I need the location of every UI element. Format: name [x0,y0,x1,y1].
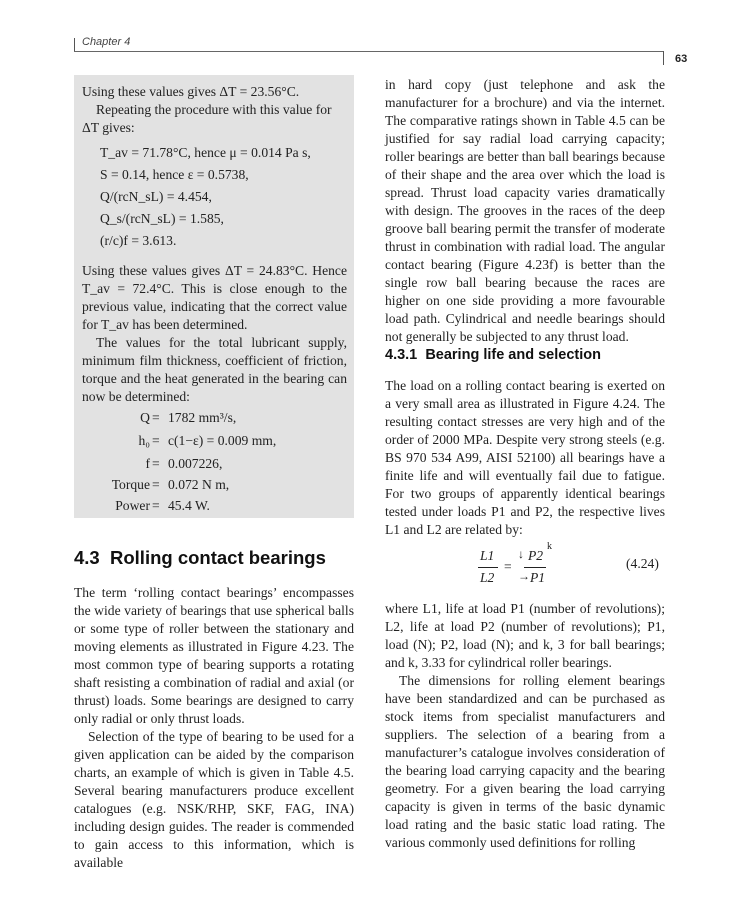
left-p1: The term ‘rolling contact bearings’ encompasses the wide variety of bearings that use spherical balls or some type of roller between the stationary and moving elements as illustrated in Figure 4.23. The most common type of bearing supports a rotating shaft resisting a combination of radial and axial (or thrust) loads. Some bearings are designed to carry only radial or only thrust loads. [74,585,354,726]
eq-lhs-denominator: L2 [480,570,495,585]
result-lhs-power: Power [115,498,150,513]
right-p2: The load on a rolling contact bearing is exerted on a very small area as illustrated in Figure 4.24. The resulting contact stresses are very high and of the order of 2000 MPa. Despite very strong steels (e.g. BS 970 534 A99, AISI 52100) all bearings have a finite life and will eventually fail due to fatigue. For two groups of apparently identical bearings tested under loads P1 and P2, the respective lives L1 and L2 are related by: [385,378,665,537]
eq-rhs-numerator: P2 [528,548,544,563]
left-column-text [74,584,354,872]
right-p4: The dimensions for rolling element bearings have been standardized and can be purchased as stock items from specialist manufacturers and suppliers. The selection of a bearing from a manufacturer’s catalogue involves consideration of the bearing load carrying capacity and the bearing geometry. For a given bearing the load carrying capacity is given in terms of the basic dynamic load rating and the basic static load rating. The various commonly used definitions for rolling [385,673,665,850]
right-column-text-3 [385,600,665,852]
header-rule [74,51,664,52]
box-eq-3: Q/(rcN_sL) = 4.454, [100,189,212,204]
section-heading [74,547,326,569]
result-rhs-power: 45.4 W. [168,498,210,513]
result-rhs-f: 0.007226, [168,456,223,471]
eq-lhs-numerator: L1 [480,548,495,563]
box-eq-5: (r/c)f = 3.613. [100,233,177,248]
subsection-heading [385,347,601,363]
right-column-text-1 [385,76,665,346]
eq-lhs-fraction-line [478,567,498,568]
result-rhs-h0: c(1−ε) = 0.009 mm, [168,433,277,448]
right-p3: where L1, life at load P1 (number of revolutions); L2, life at load P2 (number of revolutions); P1, load (N); P2, load (N); and k, 3 for ball bearings; and k, 3.33 for cylindrical roller bearings. [385,601,665,670]
subsection-number: 4.3.1 [385,347,418,363]
box-paragraph-1 [82,83,347,137]
right-column-text-2 [385,377,665,539]
box-paragraph-2 [82,262,347,406]
eq-rhs-fraction-line [524,567,546,568]
chapter-label: Chapter 4 [82,36,131,48]
box-p3: Using these values gives ΔT = 24.83°C. Hence T_av = 72.4°C. This is close enough to the previous value, indicating that the correct value for T_av has been determined. [82,263,347,332]
right-p1: in hard copy (just telephone and ask the manufacturer for a brochure) and via the internet. The comparative ratings shown in Table 4.5 can be justified for say radial load carrying capacity; roller bearings are better than ball bearings because of their shape and the area over which the load is spread. Thrust load capacity varies dramatically with design. The grooves in the races of the deep groove ball bearing permit the transfer of moderate thrust in combination with radial load. The angular contact bearing (Figure 4.23f) is better than the single row ball bearing because the races are higher on one side providing a more favourable load path. Cylindrical and needle bearings should not generally be subjected to any thrust load. [385,77,665,344]
result-lhs-torque: Torque [111,477,150,492]
eq-down-arrow: ↓ [518,547,524,561]
eq-exponent: k [547,541,552,552]
subsection-title: Bearing life and selection [425,347,601,363]
section-number: 4.3 [74,547,100,568]
eq-equals: = [504,559,512,574]
box-p4: The values for the total lubricant supply, minimum film thickness, coefficient of friction, torque and the heat generated in the bearing can now be determined: [82,335,347,404]
page-header [0,0,737,70]
eq-rhs-denominator: P1 [530,570,546,585]
box-eq-2: S = 0.14, hence ε = 0.5738, [100,167,249,182]
result-lhs-h0: h₀ [138,433,150,448]
eq-right-arrow: → [518,569,530,583]
left-p2: Selection of the type of bearing to be used for a given application can be aided by the comparison charts, an example of which is given in Table 4.5. Several bearing manufacturers produce excellent catalogues (e.g. NSK/RHP, SKF, FAG, INA) including design guides. The reader is commended to gain access to this information, which is available [74,729,354,870]
result-rhs-torque: 0.072 N m, [168,477,230,492]
box-p1: Using these values gives ΔT = 23.56°C. [82,84,300,99]
result-lhs-q: Q [140,410,150,425]
box-eq-4: Q_s/(rcN_sL) = 1.585, [100,211,224,226]
page-number: 63 [675,53,688,65]
eq-label: (4.24) [626,556,659,571]
result-rhs-q: 1782 mm³/s, [168,410,237,425]
header-tick-right [663,51,664,65]
box-eq-1: T_av = 71.78°C, hence μ = 0.014 Pa s, [100,145,311,160]
header-tick-left [74,38,75,52]
result-lhs-f: f [145,456,150,471]
section-title: Rolling contact bearings [110,547,326,568]
box-p2: Repeating the procedure with this value for ΔT gives: [82,102,332,135]
